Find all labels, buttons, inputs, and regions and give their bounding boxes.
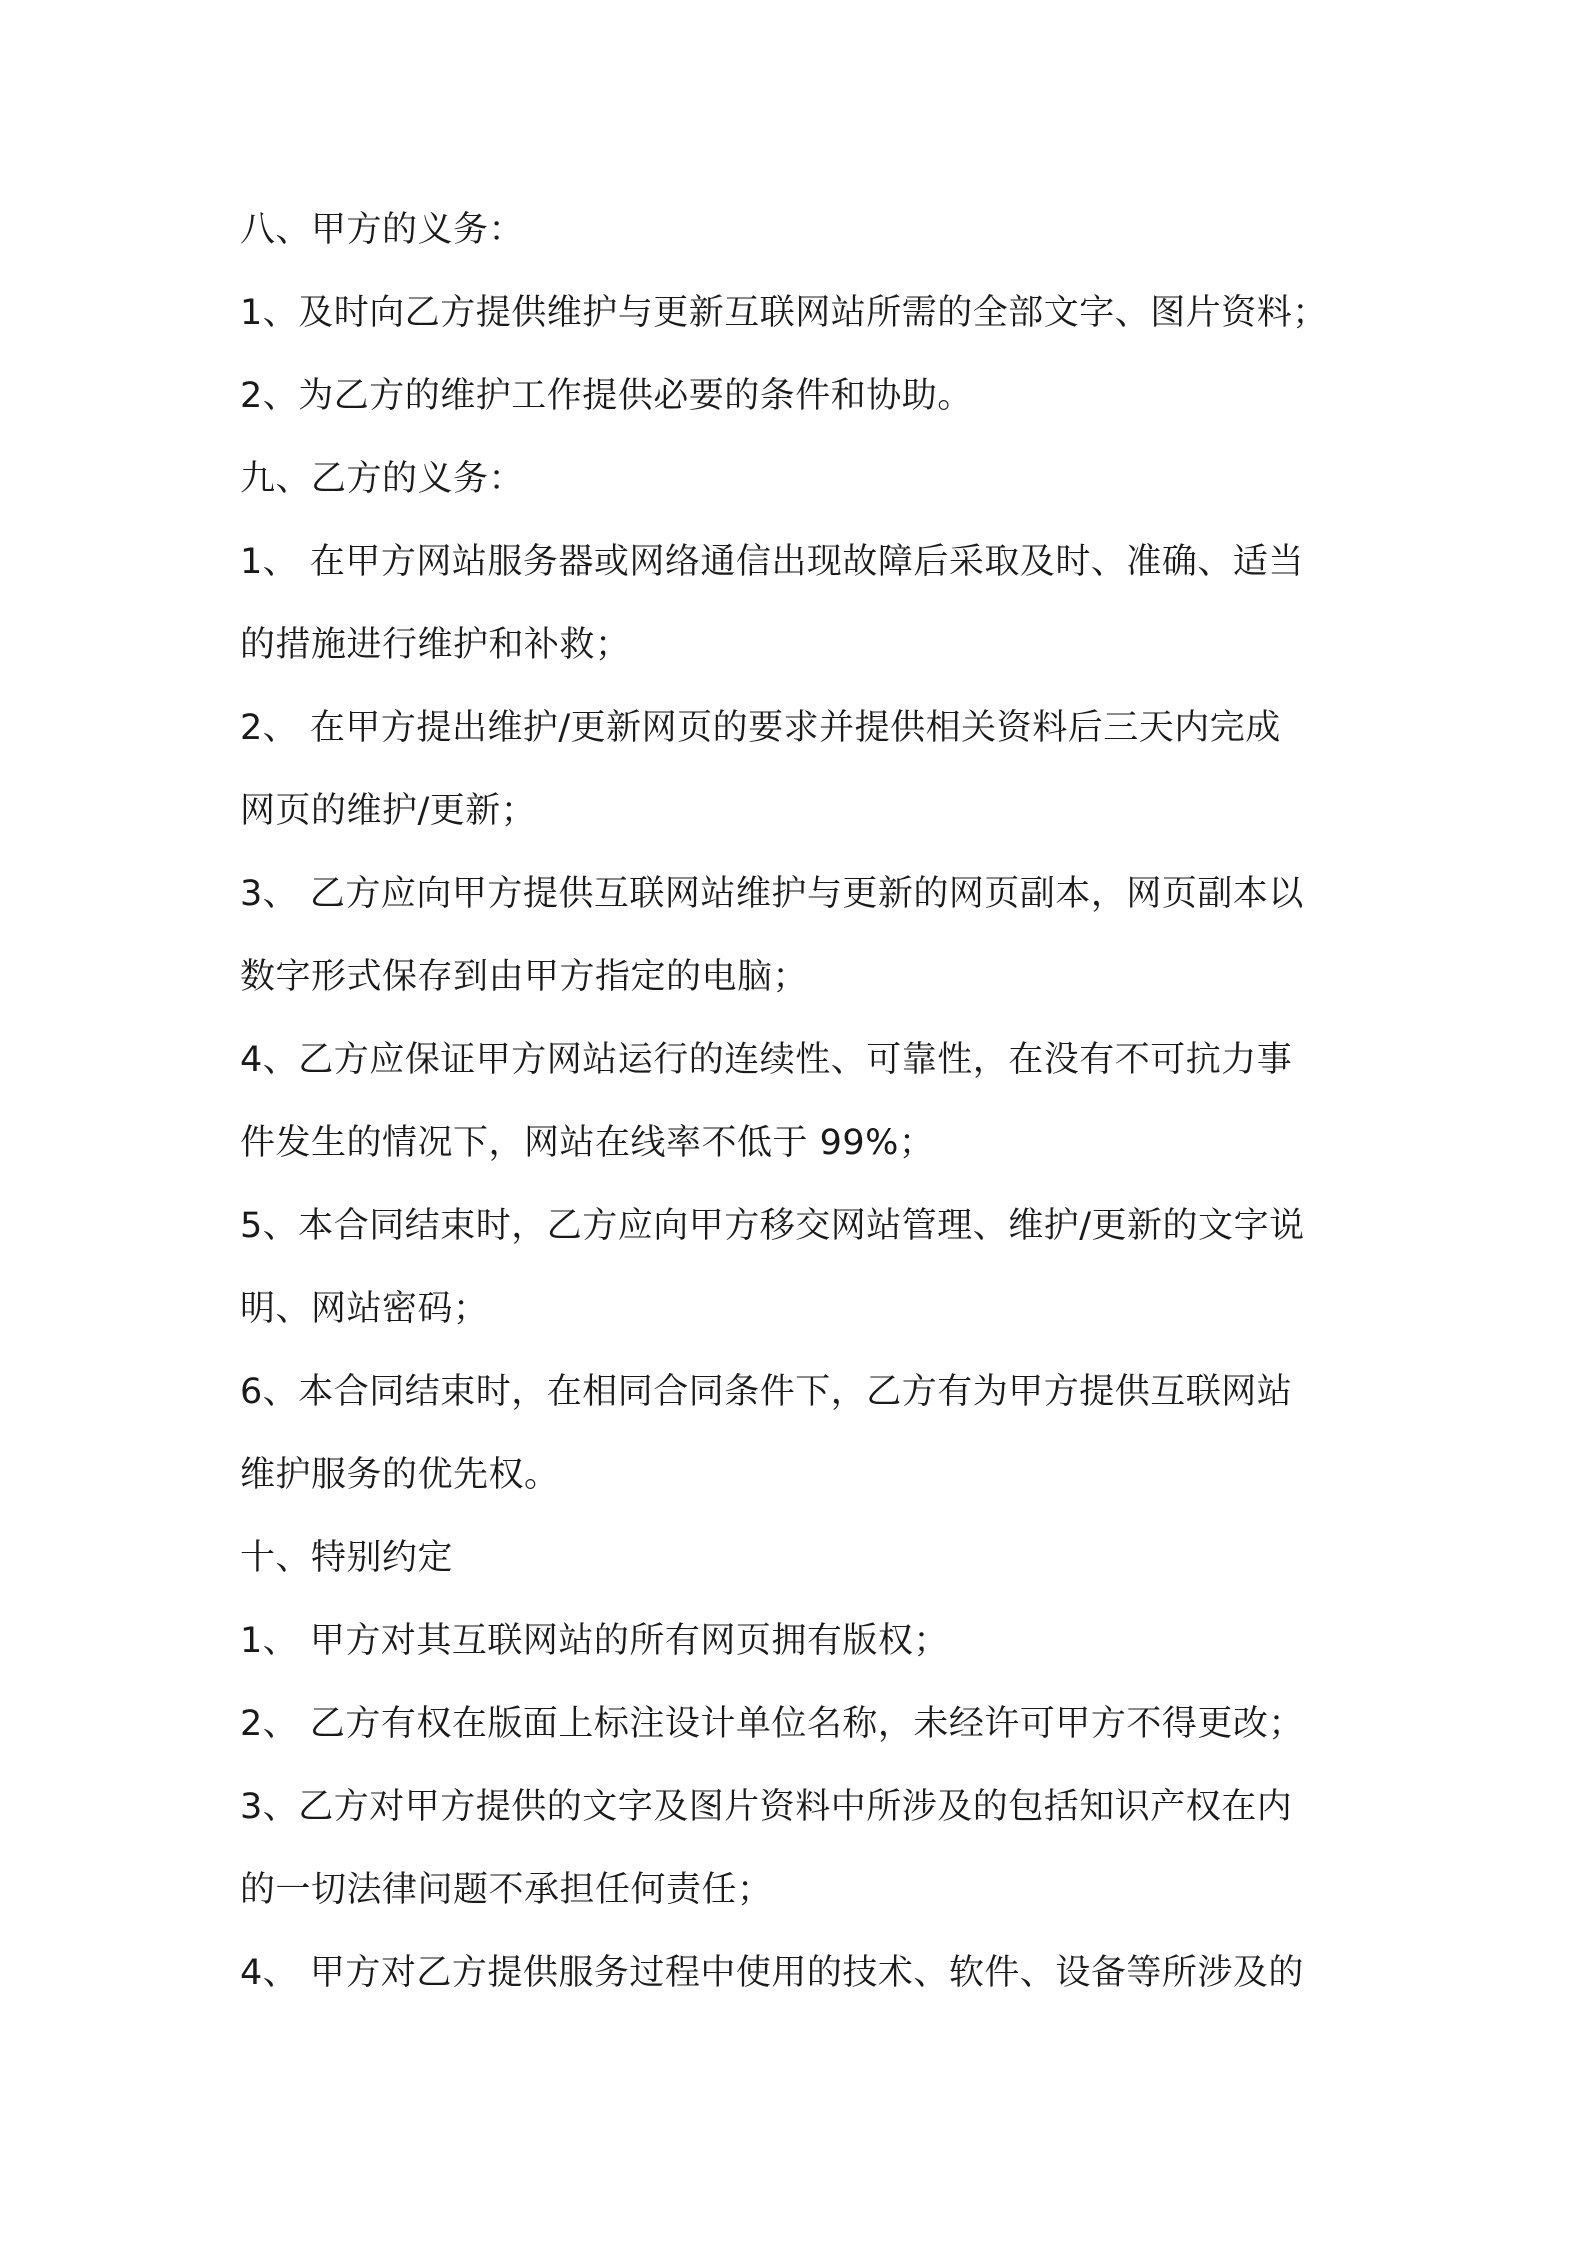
clause-10-3-cont: 的一切法律问题不承担任何责任； [240,1870,773,1910]
clause-9-5-cont: 明、网站密码； [240,1289,489,1329]
clause-8-1: 1、及时向乙方提供维护与更新互联网站所需的全部文字、图片资料； [240,293,1328,333]
clause-9-3: 3、 乙方应向甲方提供互联网站维护与更新的网页副本，网页副本以 [240,874,1304,914]
clause-9-5: 5、本合同结束时，乙方应向甲方移交网站管理、维护/更新的文字说 [240,1206,1305,1246]
clause-8-2: 2、为乙方的维护工作提供必要的条件和协助。 [240,376,973,416]
section-heading-10: 十、特别约定 [240,1538,454,1578]
clause-9-1: 1、 在甲方网站服务器或网络通信出现故障后采取及时、准确、适当 [240,542,1304,582]
clause-10-2: 2、 乙方有权在版面上标注设计单位名称，未经许可甲方不得更改； [240,1704,1304,1744]
clause-9-6: 6、本合同结束时，在相同合同条件下，乙方有为甲方提供互联网站 [240,1372,1293,1412]
clause-10-4: 4、 甲方对乙方提供服务过程中使用的技术、软件、设备等所涉及的 [240,1953,1304,1993]
clause-9-4-cont: 件发生的情况下，网站在线率不低于 99%； [240,1123,935,1163]
clause-9-2-cont: 网页的维护/更新； [240,791,537,831]
section-heading-8: 八、甲方的义务： [240,210,525,250]
clause-9-6-cont: 维护服务的优先权。 [240,1455,560,1495]
clause-10-1: 1、 甲方对其互联网站的所有网页拥有版权； [240,1621,949,1661]
section-heading-9: 九、乙方的义务： [240,459,525,499]
clause-9-2: 2、 在甲方提出维护/更新网页的要求并提供相关资料后三天内完成 [240,708,1281,748]
clause-9-1-cont: 的措施进行维护和补救； [240,625,631,665]
clause-9-4: 4、乙方应保证甲方网站运行的连续性、可靠性，在没有不可抗力事 [240,1040,1293,1080]
clause-9-3-cont: 数字形式保存到由甲方指定的电脑； [240,957,809,997]
clause-10-3: 3、乙方对甲方提供的文字及图片资料中所涉及的包括知识产权在内 [240,1787,1293,1827]
